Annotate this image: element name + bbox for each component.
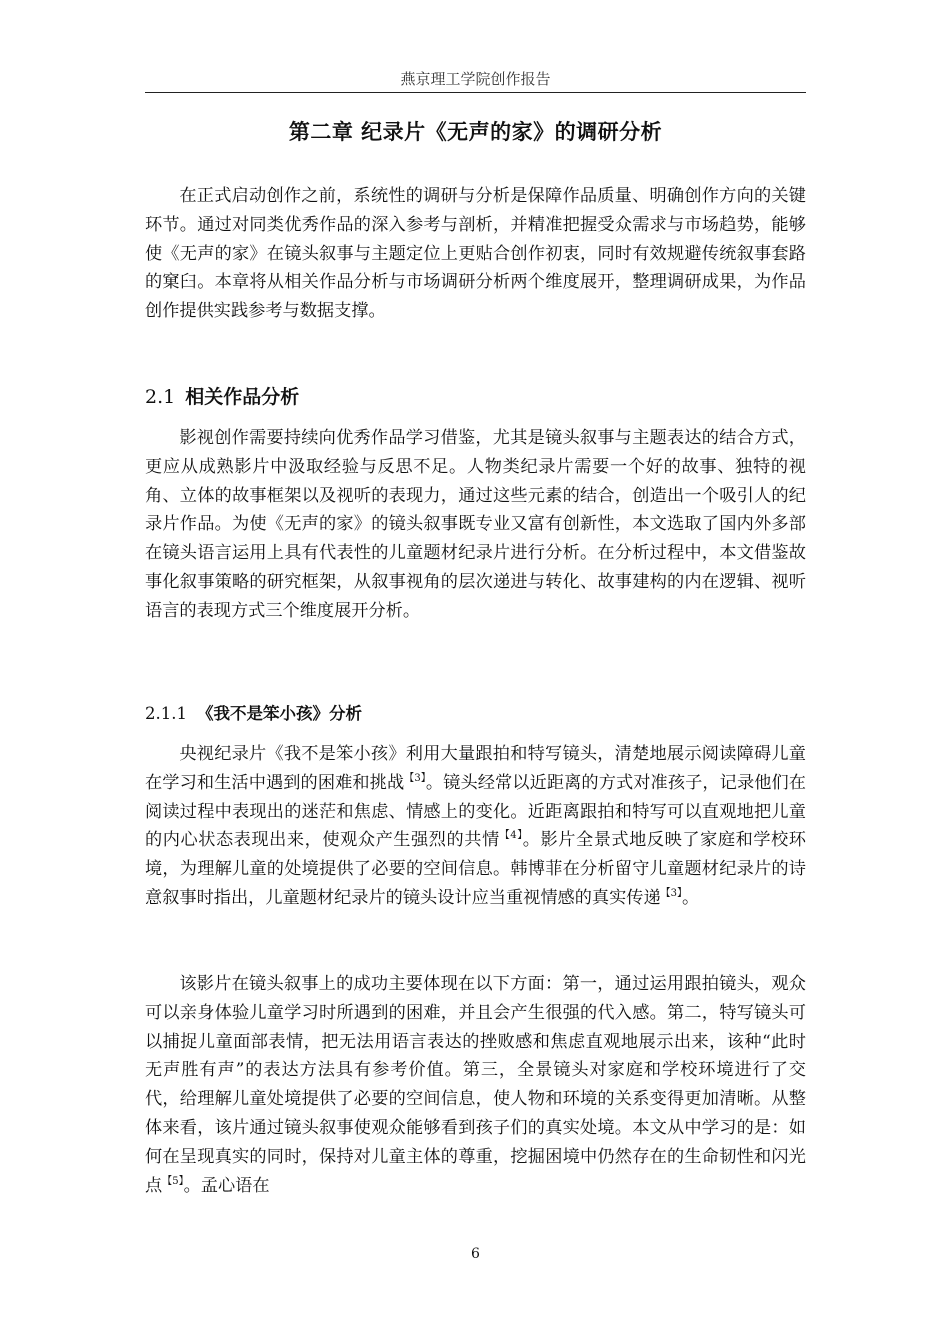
header-divider	[145, 92, 806, 93]
section-heading-2-1	[145, 382, 299, 409]
citation: 【3】	[660, 887, 683, 899]
text-run: 。影片全景式地反映了家庭和学校环境，为理解儿童的处境提供了必要的空间信息。韩博菲在分析留守儿童题材纪录片的诗意叙事时指出，儿童题材纪录片的镜头设计应当重视情感的真实传递	[145, 830, 806, 908]
subsection-number: 2.1.1	[145, 704, 187, 723]
page-number: 6	[471, 1246, 480, 1262]
subsection-paragraph-1	[145, 740, 806, 913]
chapter-title: 第二章 纪录片《无声的家》的调研分析	[288, 120, 663, 144]
section-2-1-paragraph: 影视创作需要持续向优秀作品学习借鉴，尤其是镜头叙事与主题表达的结合方式，更应从成熟影片中汲取经验与反思不足。人物类纪录片需要一个好的故事、独特的视角、立体的故事框架以及视听的表现力，通过这些元素的结合，创造出一个吸引人的纪录片作品。为使《无声的家》的镜头叙事既专业又富有创新性，本文选取了国内外多部在镜头语言运用上具有代表性的儿童题材纪录片进行分析。在分析过程中，本文借鉴故事化叙事策略的研究框架，从叙事视角的层次递进与转化、故事建构的内在逻辑、视听语言的表现方式三个维度展开分析。	[145, 428, 806, 621]
citation: 【5】	[162, 1175, 184, 1187]
text-run: 央视纪录片《我不是笨小孩》利用大量跟拍和特写镜头，清楚地展示阅读障碍儿童在学习和生活中遇到的困难和挑战	[145, 744, 806, 793]
page-header: 燕京理工学院创作报告	[400, 70, 551, 88]
text-run: 。孟心语在	[183, 1175, 270, 1196]
intro-paragraph: 在正式启动创作之前，系统性的调研与分析是保障作品质量、明确创作方向的关键环节。通过对同类优秀作品的深入参考与剖析，并精准把握受众需求与市场趋势，能够使《无声的家》在镜头叙事与主题定位上更贴合创作初衷，同时有效规避传统叙事套路的窠臼。本章将从相关作品分析与市场调研分析两个维度展开，整理调研成果，为作品创作提供实践参考与数据支撑。	[145, 186, 806, 322]
citation: 【3】	[404, 772, 426, 784]
section-number: 2.1	[145, 386, 176, 408]
subsection-paragraph-2	[145, 970, 806, 1200]
text-run: 。	[682, 887, 700, 908]
section-title: 相关作品分析	[185, 386, 300, 408]
citation: 【4】	[499, 830, 523, 842]
text-run: 。镜头经常以近距离的方式对准孩子，记录他们在阅读过程中表现出的迷茫和焦虑、情感上的变化。近距离跟拍和特写可以直观地把儿童的内心状态表现出来，使观众产生强烈的共情	[145, 772, 806, 851]
text-run: 该影片在镜头叙事上的成功主要体现在以下方面：第一，通过运用跟拍镜头，观众可以亲身体验儿童学习时所遇到的困难，并且会产生很强的代入感。第二，特写镜头可以捕捉儿童面部表情，把无法用语言表达的挫败感和焦虑直观地展示出来，该种“此时无声胜有声”的表达方法具有参考价值。第三，全景镜头对家庭和学校环境进行了交代，给理解儿童处境提供了必要的空间信息，使人物和环境的关系变得更加清晰。从整体来看，该片通过镜头叙事使观众能够看到孩子们的真实处境。本文从中学习的是：如何在呈现真实的同时，保持对儿童主体的尊重，挖掘困境中仍然存在的生命韧性和闪光点	[145, 974, 806, 1196]
subsection-heading-2-1-1	[145, 700, 362, 724]
subsection-title: 《我不是笨小孩》分析	[196, 704, 362, 723]
